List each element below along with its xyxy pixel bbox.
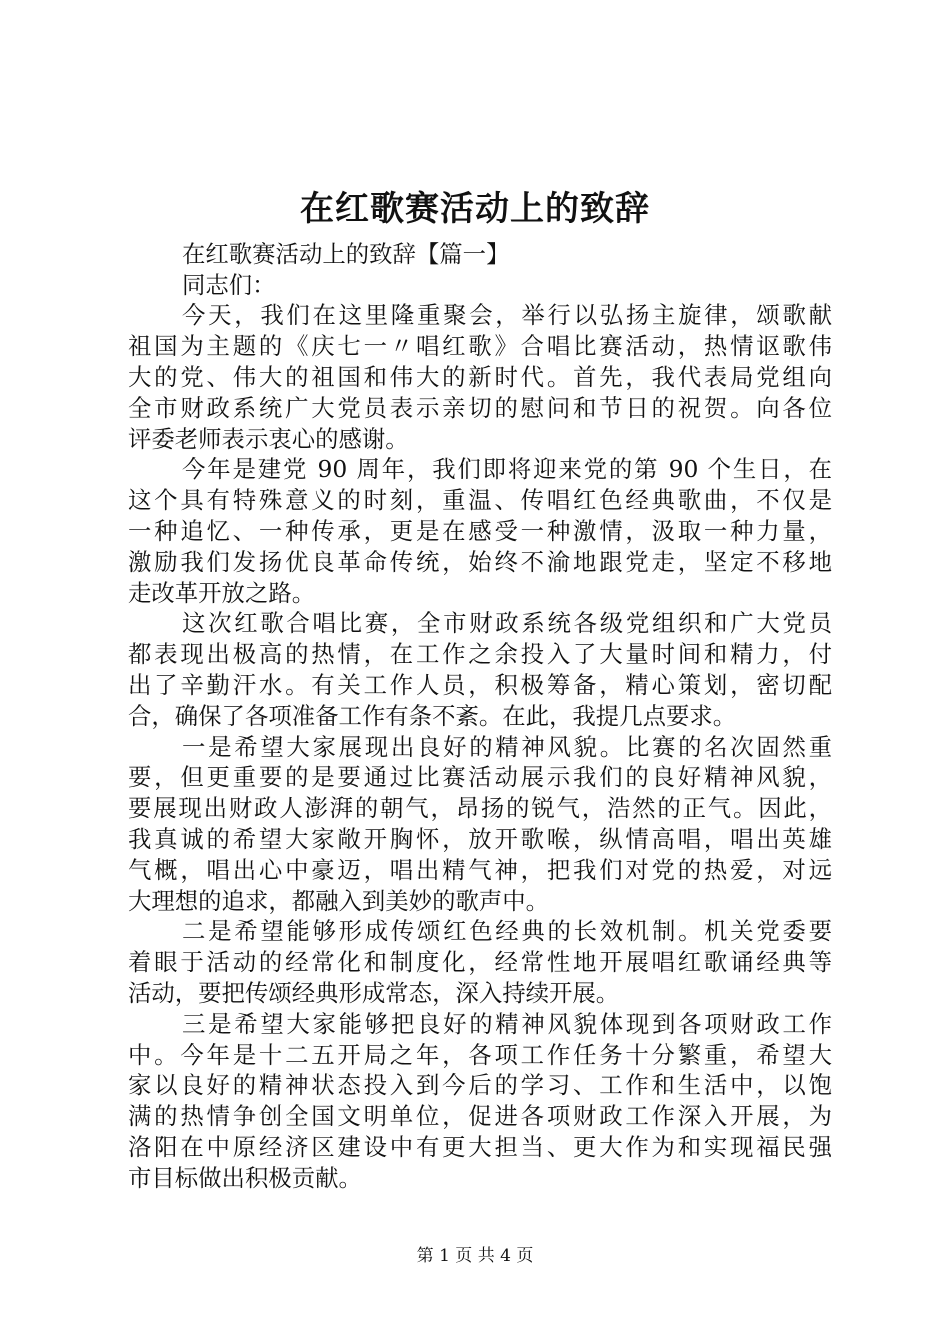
paragraph — [128, 916, 832, 1008]
paragraph-line: 这次红歌合唱比赛，全市财政系统各级党组织和广大党员 — [182, 609, 832, 638]
paragraph — [128, 608, 832, 731]
paragraph-line: 祖国为主题的《庆七一〃唱红歌》合唱比赛活动，热情讴歌伟 — [128, 332, 832, 361]
paragraph-line: 大的党、伟大的祖国和伟大的新时代。首先，我代表局党组向 — [128, 362, 832, 391]
paragraph-line: 市目标做出积极贡献。 — [128, 1163, 362, 1192]
paragraph-line: 走改革开放之路。 — [128, 578, 316, 607]
paragraph-line: 气概，唱出心中豪迈，唱出精气神，把我们对党的热爱，对远 — [128, 855, 832, 884]
paragraph-line: 三是希望大家能够把良好的精神风貌体现到各项财政工作 — [182, 1009, 832, 1038]
page-footer: 第 1 页 共 4 页 — [416, 1246, 534, 1266]
paragraph-line: 中。今年是十二五开局之年，各项工作任务十分繁重，希望大 — [128, 1040, 832, 1069]
paragraph-line: 二是希望能够形成传颂红色经典的长效机制。机关党委要 — [182, 917, 832, 946]
paragraph-line: 要，但更重要的是要通过比赛活动展示我们的良好精神风貌， — [128, 763, 832, 792]
paragraph-line: 出了辛勤汗水。有关工作人员，积极筹备，精心策划，密切配 — [128, 670, 832, 699]
paragraph-line: 这个具有特殊意义的时刻，重温、传唱红色经典歌曲，不仅是 — [128, 486, 832, 515]
title-spacer — [128, 208, 832, 239]
paragraph-line: 要展现出财政人澎湃的朝气，昂扬的锐气，浩然的正气。因此， — [128, 794, 832, 823]
paragraph-line: 满的热情争创全国文明单位，促进各项财政工作深入开展，为 — [128, 1102, 832, 1131]
paragraph-line: 我真诚的希望大家敞开胸怀，放开歌喉，纵情高唱，唱出英雄 — [128, 824, 832, 853]
paragraph-line: 活动，要把传颂经典形成常态，深入持续开展。 — [128, 978, 620, 1007]
paragraph-line: 评委老师表示衷心的感谢。 — [128, 424, 409, 453]
paragraph — [128, 454, 832, 608]
paragraph-line: 都表现出极高的热情，在工作之余投入了大量时间和精力，付 — [128, 640, 832, 669]
section-heading: 在红歌赛活动上的致辞【篇一】 — [182, 239, 510, 268]
document-title: 在红歌赛活动上的致辞 — [300, 189, 650, 229]
paragraph-line: 洛阳在中原经济区建设中有更大担当、更大作为和实现福民强 — [128, 1132, 832, 1161]
paragraph-line: 大理想的追求，都融入到美妙的歌声中。 — [128, 886, 550, 915]
document-body — [128, 208, 832, 1194]
paragraph-line: 今天，我们在这里隆重聚会，举行以弘扬主旋律，颂歌献 — [182, 301, 832, 330]
paragraph-line: 激励我们发扬优良革命传统，始终不渝地跟党走，坚定不移地 — [128, 547, 832, 576]
paragraph — [128, 1009, 832, 1194]
paragraph-line: 一是希望大家展现出良好的精神风貌。比赛的名次固然重 — [182, 732, 832, 761]
paragraph-line: 合，确保了各项准备工作有条不紊。在此，我提几点要求。 — [128, 701, 737, 730]
paragraph — [128, 732, 832, 917]
paragraph — [128, 300, 832, 454]
paragraph-line: 着眼于活动的经常化和制度化，经常性地开展唱红歌诵经典等 — [128, 948, 832, 977]
salutation: 同志们： — [182, 270, 276, 299]
paragraph-line: 一种追忆、一种传承，更是在感受一种激情，汲取一种力量， — [128, 516, 832, 545]
paragraph-line: 今年是建党 90 周年，我们即将迎来党的第 90 个生日，在 — [182, 455, 832, 484]
paragraph-line: 全市财政系统广大党员表示亲切的慰问和节日的祝贺。向各位 — [128, 393, 832, 422]
paragraph-line: 家以良好的精神状态投入到今后的学习、工作和生活中，以饱 — [128, 1071, 832, 1100]
